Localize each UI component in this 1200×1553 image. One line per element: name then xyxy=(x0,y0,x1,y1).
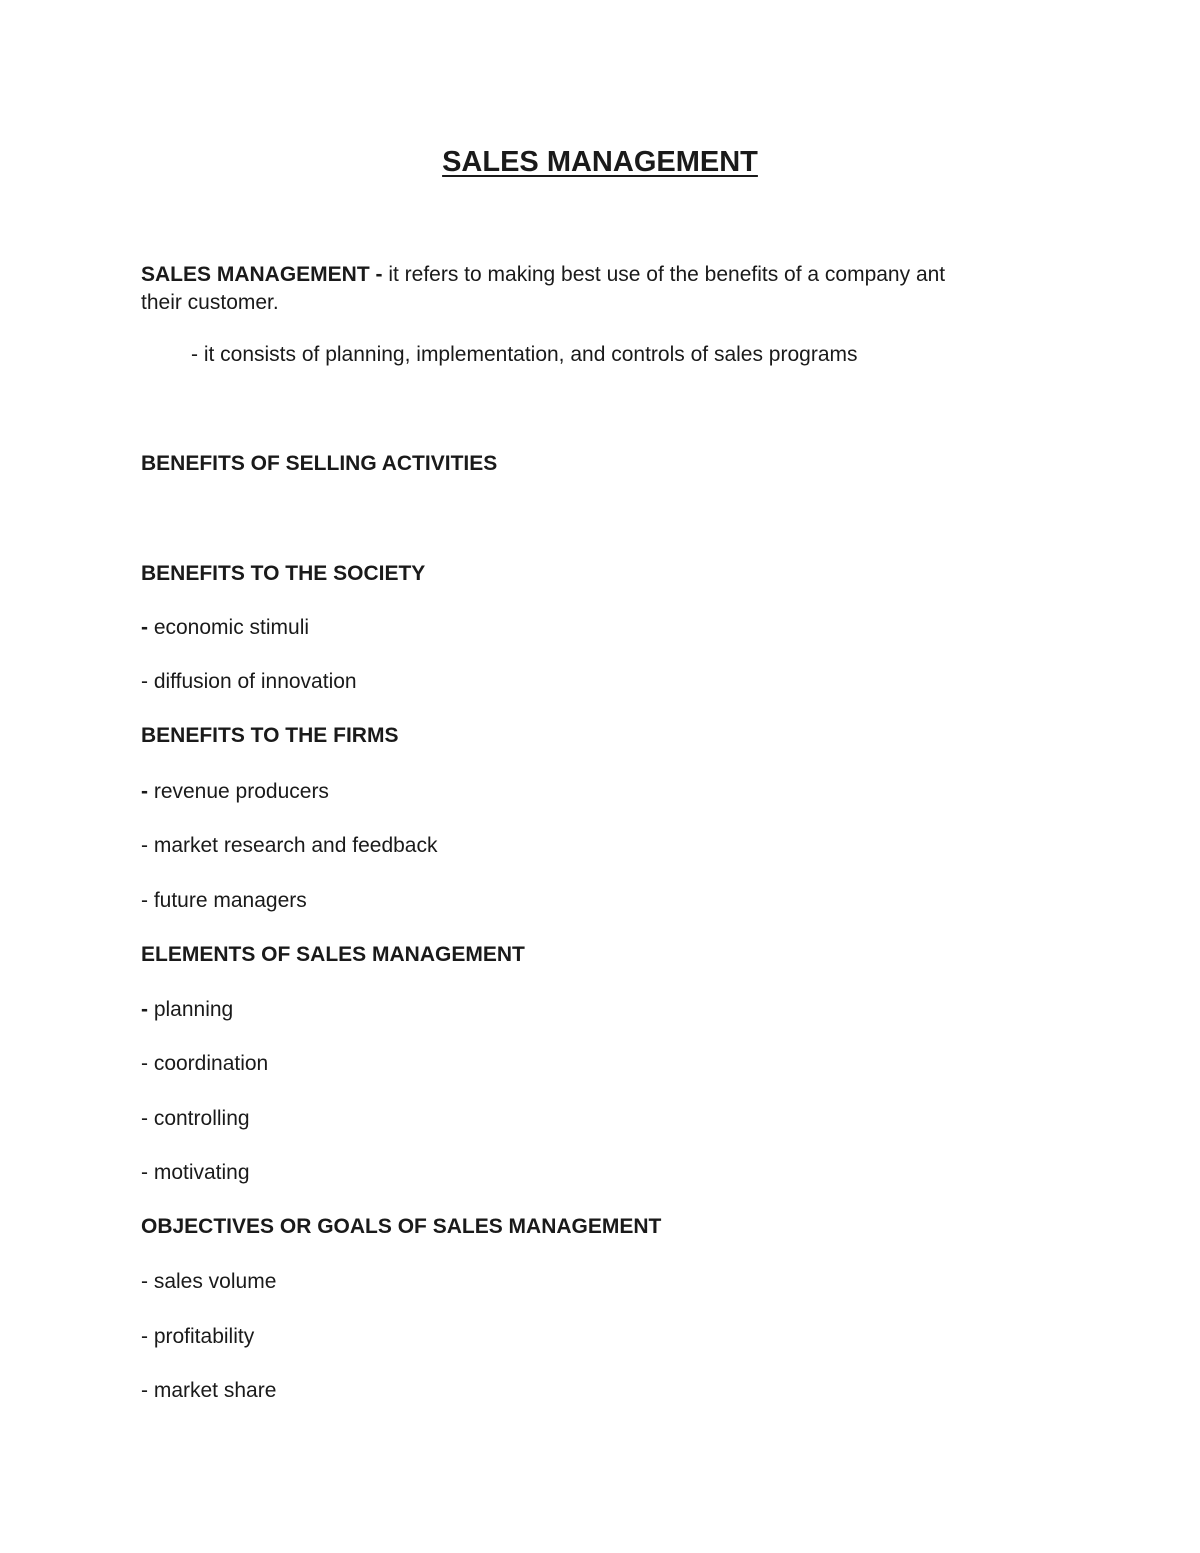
list-dash: - xyxy=(141,1107,154,1130)
list-dash: - xyxy=(141,1379,154,1402)
definition-text-line2: their customer. xyxy=(141,291,279,314)
heading-benefits-society: BENEFITS TO THE SOCIETY xyxy=(141,562,426,585)
list-dash: - xyxy=(141,998,154,1021)
list-dash: - xyxy=(141,889,154,912)
definition-sub-point: - it consists of planning, implementation, and controls of sales programs xyxy=(191,343,858,366)
list-dash: - xyxy=(141,1325,154,1348)
list-dash: - xyxy=(141,834,154,857)
list-dash: - xyxy=(141,670,154,693)
list-item: - controlling xyxy=(141,1107,250,1130)
list-item: - planning xyxy=(141,998,234,1021)
list-dash: - xyxy=(141,1270,154,1293)
list-dash: - xyxy=(141,1052,154,1075)
list-item: - market share xyxy=(141,1379,277,1402)
definition-paragraph xyxy=(141,261,1061,317)
heading-elements: ELEMENTS OF SALES MANAGEMENT xyxy=(141,943,525,966)
list-dash: - xyxy=(141,616,154,639)
list-item: - coordination xyxy=(141,1052,269,1075)
list-item: - sales volume xyxy=(141,1270,277,1293)
list-dash: - xyxy=(141,1161,154,1184)
heading-objectives: OBJECTIVES OR GOALS OF SALES MANAGEMENT xyxy=(141,1215,662,1238)
list-item: - economic stimuli xyxy=(141,616,310,639)
page-title: SALES MANAGEMENT xyxy=(442,146,758,178)
list-item: - motivating xyxy=(141,1161,250,1184)
heading-benefits-firms: BENEFITS TO THE FIRMS xyxy=(141,724,399,747)
list-item: - future managers xyxy=(141,889,307,912)
list-item: - revenue producers xyxy=(141,780,329,803)
list-item: - market research and feedback xyxy=(141,834,438,857)
heading-benefits-selling: BENEFITS OF SELLING ACTIVITIES xyxy=(141,452,498,475)
definition-term: SALES MANAGEMENT - xyxy=(141,263,383,286)
list-item: - profitability xyxy=(141,1325,255,1348)
definition-text-line1: it refers to making best use of the benefits of a company ant xyxy=(382,263,946,286)
list-item: - diffusion of innovation xyxy=(141,670,357,693)
list-dash: - xyxy=(141,780,154,803)
